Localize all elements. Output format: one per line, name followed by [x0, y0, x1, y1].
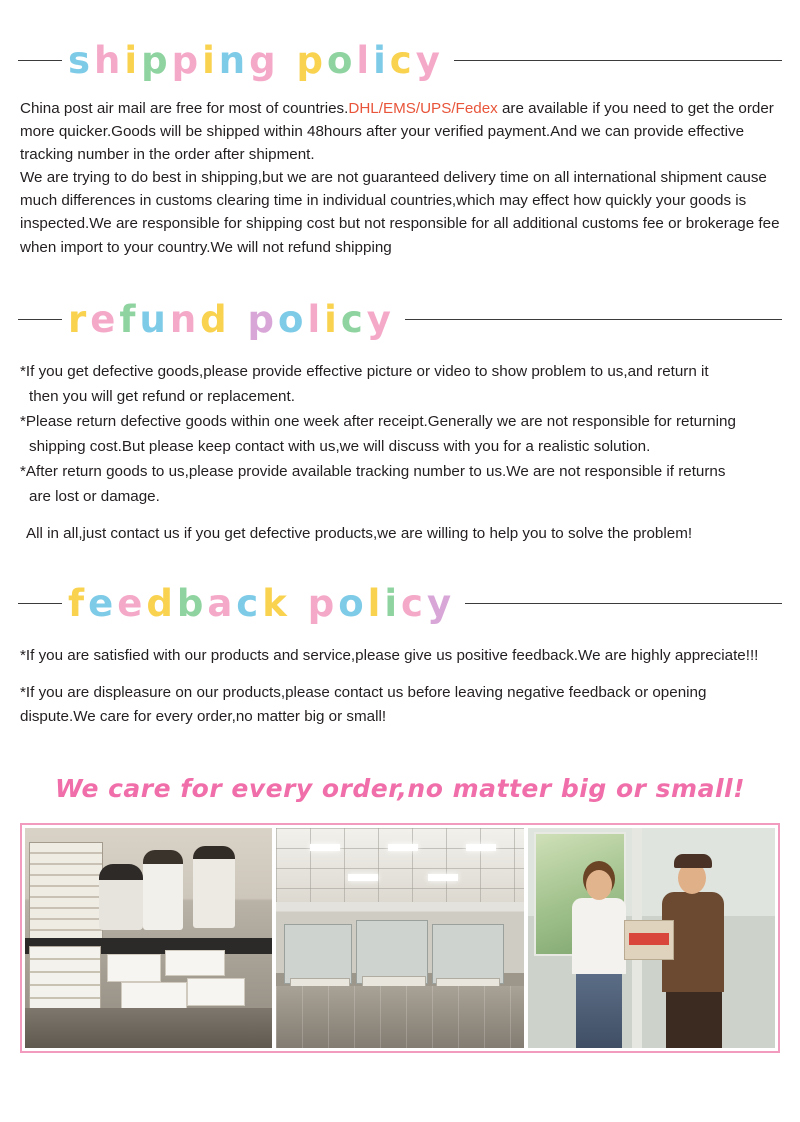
section-header-refund	[0, 297, 800, 341]
customer-head-shape	[586, 870, 612, 900]
divider-right	[405, 319, 782, 320]
shipping-refund-feedback-policy-page	[0, 39, 800, 1122]
divider-left	[18, 60, 62, 61]
courier-legs-shape	[666, 992, 722, 1048]
parcel-label-shape	[629, 933, 669, 945]
feedback-policy-body	[0, 644, 800, 727]
customer-legs-shape	[576, 974, 622, 1048]
parcel-shape	[624, 920, 674, 960]
ceiling-shape	[276, 828, 523, 902]
shipping-policy-title: shipping policy	[68, 39, 444, 82]
refund-item-4: shipping cost.But please keep contact with us,we will discuss with you for a realistic solution.	[29, 437, 651, 455]
shipping-paragraph-1: China post air mail are free for most of countries.DHL/EMS/UPS/Fedex are available if you need to get the order more quicker.Goods will be shipped within 48hours after your verified payment.And we can provide effective tracking number in the order after shipment.	[20, 100, 774, 164]
refund-policy-title: refund policy	[68, 297, 395, 341]
refund-item-3: *Please return defective goods within one week after receipt.Generally we are not responsible for returning	[20, 412, 736, 430]
worker-shape	[193, 846, 235, 928]
photo-office	[276, 828, 523, 1048]
worker-shape	[143, 850, 183, 930]
customer-body-shape	[572, 898, 626, 974]
parcel-shape	[187, 978, 245, 1006]
feedback-paragraph-2: *If you are displeasure on our products,please contact us before leaving negative feedback or opening dispute.We care for every order,no matter big or small!	[20, 684, 707, 725]
shipping-paragraph-2: We are trying to do best in shipping,but we are not guaranteed delivery time on all international shipment cause much differences in customs clearing time in individual countries,which may effect how quickly your goods is inspected.We are responsible for shipping cost but not responsible for all additional customs fee or brokerage fee when import to your country.We will not refund shipping	[20, 169, 780, 256]
parcel-shape	[165, 950, 225, 976]
section-header-feedback	[0, 582, 800, 626]
worker-shape	[99, 864, 143, 930]
refund-policy-body	[0, 360, 800, 546]
refund-item-6: are lost or damage.	[29, 488, 160, 506]
ceiling-light-shape	[466, 844, 496, 851]
feedback-paragraph-1: *If you are satisfied with our products and service,please give us positive feedback.We are highly appreciate!!!	[20, 647, 759, 665]
shipping-policy-body	[0, 97, 800, 259]
cubicle-shape	[432, 924, 504, 984]
parcel-shape	[121, 982, 187, 1010]
refund-item-2: then you will get refund or replacement.	[29, 387, 295, 405]
floor-shape	[276, 986, 523, 1048]
ceiling-light-shape	[428, 874, 458, 881]
refund-item-5: *After return goods to us,please provide available tracking number to us.We are not responsible if returns	[20, 463, 726, 481]
parcel-shape	[107, 954, 161, 982]
cubicle-shape	[356, 920, 428, 984]
courier-cap-shape	[674, 854, 712, 868]
divider-left	[18, 603, 62, 604]
ceiling-light-shape	[388, 844, 418, 851]
photo-delivery	[528, 828, 775, 1048]
photo-packing-room	[25, 828, 272, 1048]
shelf-shape	[29, 842, 103, 940]
cubicle-shape	[284, 924, 352, 984]
divider-left	[18, 319, 62, 320]
section-header-shipping	[0, 39, 800, 82]
floor-shape	[25, 1008, 272, 1048]
care-banner: We care for every order,no matter big or small!	[54, 773, 746, 803]
divider-right	[454, 60, 782, 61]
divider-right	[465, 603, 782, 604]
refund-item-1: *If you get defective goods,please provide effective picture or video to show problem to us,and return it	[20, 362, 709, 380]
refund-item-7: All in all,just contact us if you get defective products,we are willing to help you to solve the problem!	[26, 525, 693, 543]
feedback-policy-title: feedback policy	[68, 582, 456, 626]
ceiling-light-shape	[348, 874, 378, 881]
photo-strip	[20, 823, 780, 1053]
ceiling-light-shape	[310, 844, 340, 851]
